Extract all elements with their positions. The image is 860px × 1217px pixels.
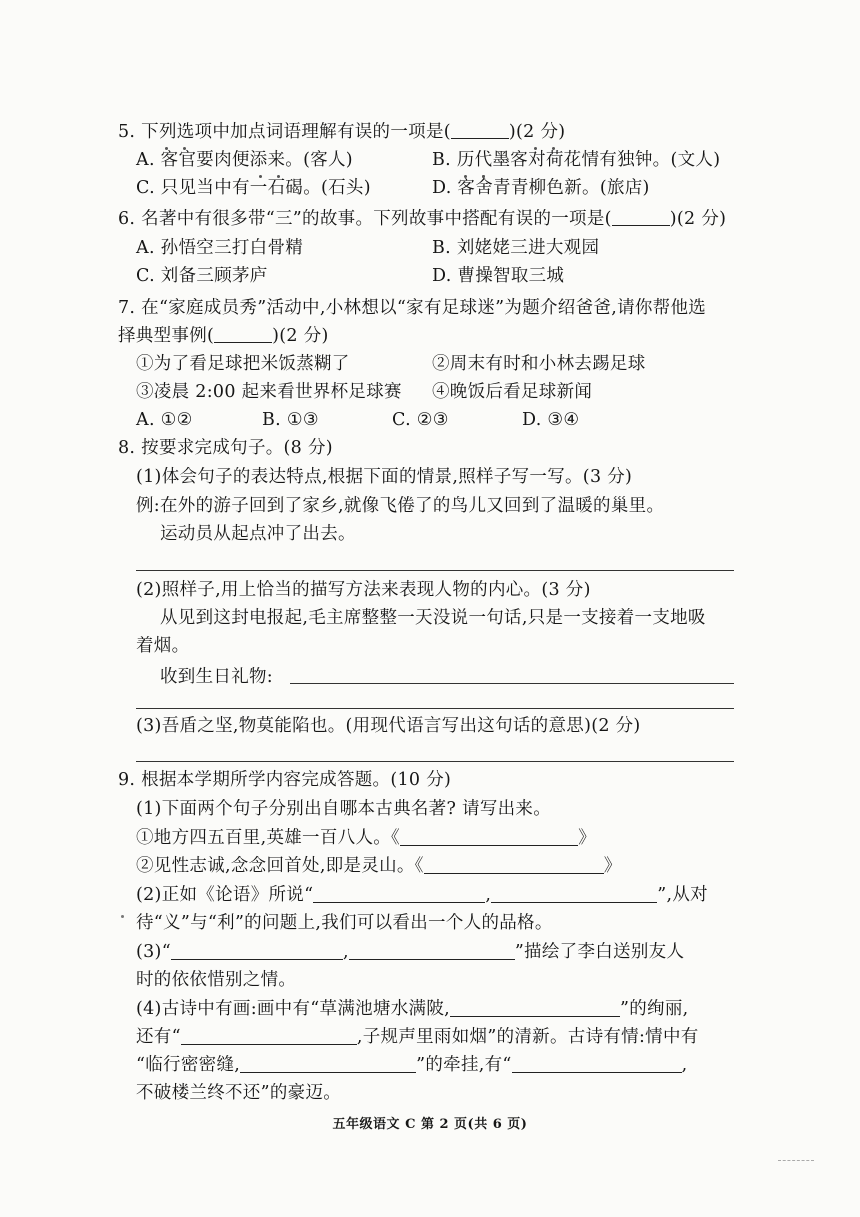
- emphasis-dot: [552, 147, 555, 150]
- q7-stem-line2: [118, 324, 329, 348]
- comma: ,: [485, 885, 492, 905]
- q9-part4-line3: [136, 1053, 688, 1077]
- q9-part4-line3-mid: ”的牵挂,有“: [416, 1055, 512, 1075]
- q8-part3: (3)吾盾之坚,物莫能陷也。(用现代语言写出这句话的意思)(2 分): [136, 716, 641, 736]
- q5-stem: [118, 120, 565, 144]
- q9-part3: [136, 940, 684, 964]
- q9-part4-blank1[interactable]: [450, 999, 620, 1017]
- q7-option-b: B. ①③: [262, 410, 319, 430]
- q9-part4-line2-end: ,子规声里雨如烟”的清新。古诗有情:情中有: [356, 1027, 699, 1047]
- q8-part2-example-line1: 从见到这封电报起,毛主席整整一天没说一句话,只是一支接着一支地吸: [160, 608, 706, 628]
- q8-part1-example: 例:在外的游子回到了家乡,就像飞倦了的鸟儿又回到了温暖的巢里。: [136, 496, 665, 516]
- q6-option-c: C. 刘备三顾茅庐: [136, 266, 268, 286]
- emphasis-dot: [482, 175, 485, 178]
- emphasis-dot: [464, 175, 467, 178]
- book-close-mark: 》: [603, 856, 622, 876]
- q9-part2-blank1[interactable]: [313, 885, 485, 903]
- q9-part4-line2-start: 还有“: [136, 1027, 181, 1047]
- q5-stem-text: 5. 下列选项中加点词语理解有误的一项是(: [118, 122, 451, 142]
- q7-event-4: ④晚饭后看足球新闻: [432, 382, 593, 402]
- q5-option-b: B. 历代墨客对荷花情有独钟。(文人): [432, 150, 721, 170]
- emphasis-dot: [259, 175, 262, 178]
- q6-option-a: A. 孙悟空三打白骨精: [136, 238, 304, 258]
- q9-part4-blank2[interactable]: [181, 1027, 357, 1045]
- q8-part1: (1)体会句子的表达特点,根据下面的情景,照样子写一写。(3 分): [136, 467, 633, 487]
- q9-part4-line3-start: “临行密密缝,: [136, 1055, 241, 1075]
- page-footer: 五年级语文 C 第 2 页(共 6 页): [332, 1117, 528, 1132]
- q7-event-2: ②周末有时和小林去踢足球: [432, 354, 646, 374]
- q7-stem: 7. 在“家庭成员秀”活动中,小林想以“家有足球迷”为题介绍爸爸,请你帮他选: [118, 298, 707, 318]
- q8-part2: (2)照样子,用上恰当的描写方法来表现人物的内心。(3 分): [136, 580, 591, 600]
- q9-part2-line2: 待“义”与“利”的问题上,我们可以看出一个人的品格。: [136, 913, 553, 933]
- q9-part3-blank1[interactable]: [171, 942, 343, 960]
- q9-part1-a-text: ①地方四五百里,英雄一百八人。《: [136, 828, 401, 848]
- q9-part1-b: [136, 854, 622, 878]
- q9-part2-end: ”,从对: [657, 885, 708, 905]
- q6-answer-blank[interactable]: [612, 209, 670, 226]
- q9-part4-text: (4)古诗中有画:画中有“草满池塘水满陂,: [136, 999, 450, 1019]
- q5-score: )(2 分): [508, 122, 566, 142]
- q7-event-1: ①为了看足球把米饭蒸糊了: [136, 354, 350, 374]
- emphasis-dot: [277, 175, 280, 178]
- q9-part1: (1)下面两个句子分别出自哪本古典名著? 请写出来。: [136, 799, 552, 819]
- q9-part4-blank4[interactable]: [512, 1055, 682, 1073]
- q9-part3-end: ”描绘了李白送别友人: [514, 942, 685, 962]
- q6-stem: [118, 207, 726, 231]
- q7-score: )(2 分): [272, 326, 329, 346]
- q5-option-c: C. 只见当中有一石碣。(石头): [136, 178, 371, 198]
- q9-part3-line2: 时的依依惜别之情。: [136, 970, 297, 990]
- emphasis-dot: [183, 147, 186, 150]
- q6-option-b: B. 刘姥姥三进大观园: [432, 238, 600, 258]
- q9-part3-text: (3)“: [136, 942, 171, 962]
- emphasis-dot: [165, 147, 168, 150]
- q5-option-a: A. 客官要肉便添来。(客人): [136, 150, 353, 170]
- q9-part2: [136, 883, 708, 907]
- q8-part2-answer-line2[interactable]: [136, 708, 734, 709]
- q7-option-d: D. ③④: [522, 410, 580, 430]
- q8-part2-prompt: 收到生日礼物:: [160, 667, 273, 687]
- q7-event-3: ③凌晨 2:00 起来看世界杯足球赛: [136, 382, 402, 402]
- q6-score: )(2 分): [669, 209, 727, 229]
- q5-option-d: D. 客舍青青柳色新。(旅店): [432, 178, 650, 198]
- q9-part4-end: ”的绚丽,: [620, 999, 689, 1019]
- q9-part4-line4: 不破楼兰终不还”的豪迈。: [136, 1083, 342, 1103]
- book-close-mark: 》: [578, 828, 596, 848]
- scan-speck: [121, 915, 124, 918]
- comma: ,: [681, 1055, 688, 1075]
- q9-part4-line2: [136, 1025, 699, 1049]
- q9-part2-text: (2)正如《论语》所说“: [136, 885, 314, 905]
- q9-part1-b-blank[interactable]: [424, 856, 604, 874]
- q6-stem-text: 6. 名著中有很多带“三”的故事。下列故事中搭配有误的一项是(: [118, 209, 612, 229]
- q7-stem2-text: 择典型事例(: [118, 326, 215, 346]
- emphasis-dot: [534, 147, 537, 150]
- scan-artifact: [778, 1160, 814, 1161]
- q6-option-d: D. 曹操智取三城: [432, 266, 565, 286]
- q7-option-c: C. ②③: [392, 410, 449, 430]
- q9-part1-a: [136, 826, 596, 850]
- q9-part4-blank3[interactable]: [240, 1055, 416, 1073]
- comma: ,: [342, 942, 349, 962]
- q8-stem: 8. 按要求完成句子。(8 分): [118, 438, 333, 458]
- q5-answer-blank[interactable]: [451, 122, 509, 139]
- q9-part4: [136, 997, 689, 1021]
- q7-option-a: A. ①②: [136, 410, 193, 430]
- q9-stem: 9. 根据本学期所学内容完成答题。(10 分): [118, 770, 452, 790]
- q8-part1-prompt: 运动员从起点冲了出去。: [160, 524, 356, 544]
- q9-part2-blank2[interactable]: [491, 885, 657, 903]
- q8-part3-answer-line[interactable]: [136, 761, 734, 762]
- q9-part1-b-text: ②见性志诚,念念回首处,即是灵山。《: [136, 856, 424, 876]
- q9-part3-blank2[interactable]: [349, 942, 515, 960]
- q7-answer-blank[interactable]: [214, 326, 272, 343]
- q8-part2-answer-line1[interactable]: [290, 683, 734, 684]
- q9-part1-a-blank[interactable]: [400, 828, 578, 846]
- q8-part1-answer-line[interactable]: [136, 570, 734, 571]
- q8-part2-example-line2: 着烟。: [136, 636, 190, 656]
